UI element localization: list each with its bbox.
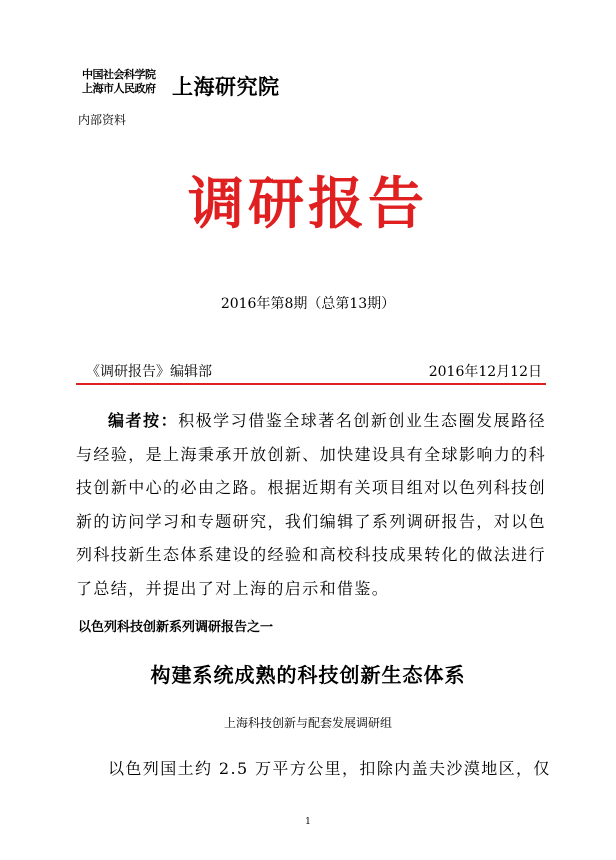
editor-note (76, 404, 546, 606)
editor-note-lead: 编者按： (108, 411, 179, 430)
editor-note-body: 积极学习借鉴全球著名创新创业生态圈发展路径与经验，是上海秉承开放创新、加快建设具有全球影响力的科技创新中心的必由之路。根据近期有关项目组对以色列科技创新的访问学习和专题研究，我们编辑了系列调研报告，对以色列科技新生态体系建设的经验和高校科技成果转化的做法进行了总结，并提出了对上海的启示和借鉴。 (76, 411, 546, 598)
classification-label: 内部资料 (78, 113, 127, 127)
body-first-line: 以色列国土约 2.5 万平方公里，扣除内盖夫沙漠地区，仅 (108, 759, 551, 778)
masthead-divider (76, 383, 546, 385)
author-group: 上海科技创新与配套发展调研组 (223, 716, 392, 730)
editorial-department: 《调研报告》编辑部 (86, 364, 212, 380)
article-title: 构建系统成熟的科技创新生态体系 (150, 663, 466, 687)
page-number: 1 (305, 817, 311, 827)
org-name-shanghai-gov: 上海市人民政府 (82, 82, 156, 95)
institute-name: 上海研究院 (172, 74, 280, 99)
masthead-title: 调研报告 (188, 171, 428, 237)
publication-date: 2016年12月12日 (428, 364, 542, 380)
series-label: 以色列科技创新系列调研报告之一 (78, 620, 274, 635)
issue-number: 2016年第8期（总第13期） (220, 296, 396, 312)
org-name-cass: 中国社会科学院 (82, 68, 156, 81)
